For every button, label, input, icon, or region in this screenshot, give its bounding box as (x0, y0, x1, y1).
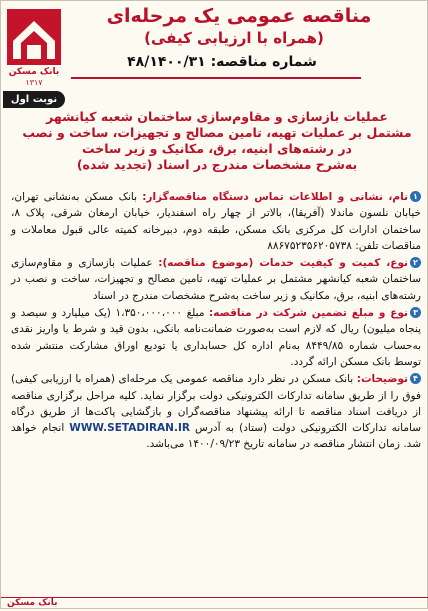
section-number: ۱ (410, 191, 421, 202)
section-number: ۲ (410, 257, 421, 268)
ad-header (1, 1, 428, 106)
section-heading: نام، نشانی و اطلاعات تماس دستگاه مناقصه‌گزار: (142, 191, 408, 203)
footer-bank-name: بانک مسکن (7, 598, 58, 608)
section-text: بانک مسکن به‌نشانی تهران، خیابان نلسون ماندلا (آفریقا)، بالاتر از چهار راه اسفندیار، خیابان ارمغان شرقی، پلاک ۸، ساختمان ادارات کل مرکزی بانک مسکن، طبقه دوم، دبیرخانه کمیته عالی قبول معاملات و مناقصات تلفن: ۸۸۶۷۵۲۳۵۶۲۰۵۷۳۸ (11, 191, 421, 252)
section-heading: نوع، کمیت و کیفیت خدمات (موضوع مناقصه): (158, 257, 408, 270)
bank-name: بانک مسکن (8, 67, 60, 77)
subject-line: به‌شرح مشخصات مندرج در اسناد (تجدید شده) (76, 157, 358, 172)
subject-line: مشتمل بر عملیات تهیه، تامین مصالح و تجهیزات، ساخت و نصب (22, 125, 412, 140)
section-heading: توضیحات: (356, 373, 408, 386)
section-text: انجام خواهد شد. زمان انتشار مناقصه در سامانه تاریخ ۱۴۰۰/۰۹/۲۳ می‌باشد. (11, 422, 421, 451)
header-divider (71, 77, 361, 79)
bank-maskan-logo (5, 7, 63, 67)
section-guarantee (11, 305, 421, 370)
tender-number: شماره مناقصه: ۴۸/۱۴۰۰/۳۱ (127, 54, 317, 70)
section-text: بانک مسکن در نظر دارد مناقصه عمومی یک مرحله‌ای (همراه با ارزیابی کیفی) فوق را از طریق سامانه تدارکات الکترونیکی دولت برگزار نماید. کلیه مراحل برگزاری مناقصه از دریافت اسناد مناقصه تا ارائه پیشنهاد مناقصه‌گران و بازگشایی پاکت‌ها از طریق درگاه سامانه تدارکات الکترونیکی دولت (ستاد) به آدرس (11, 373, 421, 435)
section-heading: نوع و مبلغ تضمین شرکت در مناقصه: (209, 307, 409, 320)
section-notes (11, 371, 421, 452)
section-text: عملیات بازسازی و مقاوم‌سازی ساختمان شعبه کیانشهر مشتمل بر عملیات تهیه، تامین مصالح و تجهیزات، ساخت و نصب در رشته‌های ابنیه، برق، مکانیک و زیر ساخت به‌شرح مشخصات مندرج در اسناد (11, 257, 421, 302)
bank-founding-year: ۱۳۱۷ (25, 78, 43, 87)
ad-subtitle: (همراه با ارزیابی کیفی) (144, 29, 324, 47)
ad-body (11, 189, 421, 454)
section-text: مبلغ ۱،۳۵۰،۰۰۰،۰۰۰ (یک میلیارد و سیصد و پنجاه میلیون) ریال که لازم است به‌صورت ضمانت‌نامه بانکی، بدون قید و شرط یا واریز نقدی به‌حساب شماره ۸۴۴۹/۸۵ به‌نام اداره کل حسابداری یا تودیع اوراق مشارکت منتشر شده توسط بانک مسکن ارائه گردد. (11, 307, 422, 368)
ad-title: مناقصه عمومی یک مرحله‌ای (106, 5, 372, 27)
subject-line: عملیات بازسازی و مقاوم‌سازی ساختمان شعبه کیانشهر (46, 109, 388, 124)
section-contact (11, 189, 421, 254)
section-number: ۴ (410, 373, 421, 384)
setad-website-link[interactable]: WWW.SETADIRAN.IR (69, 422, 190, 435)
section-number: ۳ (410, 307, 421, 318)
turn-badge: نوبت اول (3, 91, 65, 108)
subject-line: در رشته‌های ابنیه، برق، مکانیک و زیر ساخت (82, 141, 352, 156)
section-scope (11, 255, 421, 304)
tender-subject (19, 109, 415, 173)
